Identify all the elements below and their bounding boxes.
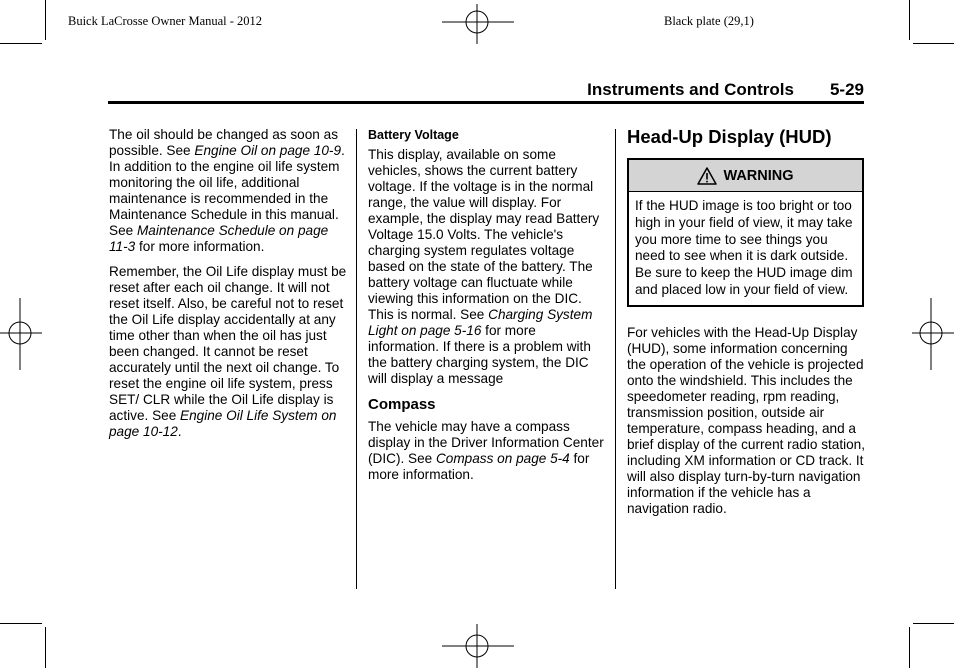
warning-box bbox=[627, 158, 864, 307]
warning-icon bbox=[697, 167, 717, 185]
crop-mark bbox=[909, 0, 910, 40]
text: This display, available on some vehicles, shows the current battery voltage. If the voltage is in the normal range, the value will display. For example, the display may read Battery Voltage 15.0 Volts. The vehicle's charging system regulates voltage based on the state of the battery. The battery voltage can fluctuate while viewing this information on the DIC. This is normal. See bbox=[368, 147, 600, 322]
text: The vehicle may have a compass display in the Driver Information Center (DIC). See bbox=[368, 419, 604, 466]
text: Remember, the Oil Life display must be reset after each oil change. It will not reset itself. Also, be careful not to reset the Oil Life display accidentally at any time other than when the oil has just been changed. It cannot be reset accurately until the next oil change. To reset the engine oil life system, press SET/ CLR while the Oil Life display is active. See bbox=[109, 264, 347, 423]
crop-mark bbox=[913, 623, 954, 624]
text: for more information. bbox=[368, 451, 590, 482]
heading-battery-voltage: Battery Voltage bbox=[368, 128, 459, 142]
text: . In addition to the engine oil life system monitoring the oil life, additional maintenance is recommended in the Maintenance Schedule in this manual. See bbox=[109, 143, 345, 238]
column-divider bbox=[615, 129, 616, 589]
heading-hud: Head-Up Display (HUD) bbox=[627, 126, 832, 147]
print-header-plate: Black plate (29,1) bbox=[664, 14, 754, 28]
crop-mark bbox=[913, 43, 954, 44]
paragraph-compass bbox=[368, 419, 606, 483]
registration-mark-right bbox=[912, 298, 954, 370]
crop-mark bbox=[45, 627, 46, 668]
registration-mark-bottom bbox=[442, 624, 514, 668]
warning-header bbox=[629, 160, 862, 192]
column-right bbox=[627, 126, 867, 526]
registration-mark-top bbox=[442, 4, 514, 44]
header-rule bbox=[108, 101, 864, 104]
crop-mark bbox=[0, 43, 42, 44]
cross-reference: Charging System Light on page 5-16 bbox=[368, 307, 593, 338]
running-head bbox=[109, 80, 864, 102]
registration-mark-left bbox=[0, 298, 42, 370]
paragraph-oil-change bbox=[109, 127, 349, 255]
text: . bbox=[177, 424, 182, 439]
heading-compass: Compass bbox=[368, 396, 436, 413]
cross-reference: Engine Oil Life System on page 10-12 bbox=[109, 408, 337, 439]
warning-label: WARNING bbox=[723, 167, 794, 184]
crop-mark bbox=[45, 0, 46, 40]
warning-text: If the HUD image is too bright or too high in your field of view, it may take you more time to see things you need to see when it is dark outside. Be sure to keep the HUD image dim and placed low in your field of view. bbox=[635, 198, 853, 297]
crop-mark bbox=[0, 623, 42, 624]
section-title: Instruments and Controls bbox=[587, 80, 794, 99]
print-header-title: Buick LaCrosse Owner Manual - 2012 bbox=[68, 14, 263, 28]
cross-reference: Compass on page 5-4 bbox=[435, 451, 570, 466]
text: for more information. If there is a problem with the battery charging system, the DIC will display a message bbox=[368, 323, 591, 386]
column-left bbox=[109, 127, 349, 449]
crop-mark bbox=[909, 627, 910, 668]
column-middle bbox=[368, 127, 606, 492]
cross-reference: Maintenance Schedule on page 11-3 bbox=[109, 223, 329, 254]
page-number: 5-29 bbox=[829, 80, 864, 99]
paragraph-reset-oil-life bbox=[109, 264, 349, 440]
paragraph-hud-description: For vehicles with the Head-Up Display (HUD), some information concerning the operation of the vehicle is projected onto the windshield. This includes the speedometer reading, rpm reading, transmission position, outside air temperature, compass heading, and a brief display of the current radio station, including XM information or CD track. It will also display turn-by-turn navigation information if the vehicle has a navigation radio. bbox=[627, 324, 866, 516]
cross-reference: Engine Oil on page 10-9 bbox=[194, 143, 342, 158]
paragraph-battery-voltage bbox=[368, 147, 606, 387]
column-divider bbox=[356, 129, 357, 589]
text: The oil should be changed as soon as possible. See bbox=[109, 127, 338, 158]
text: for more information. bbox=[135, 239, 265, 254]
